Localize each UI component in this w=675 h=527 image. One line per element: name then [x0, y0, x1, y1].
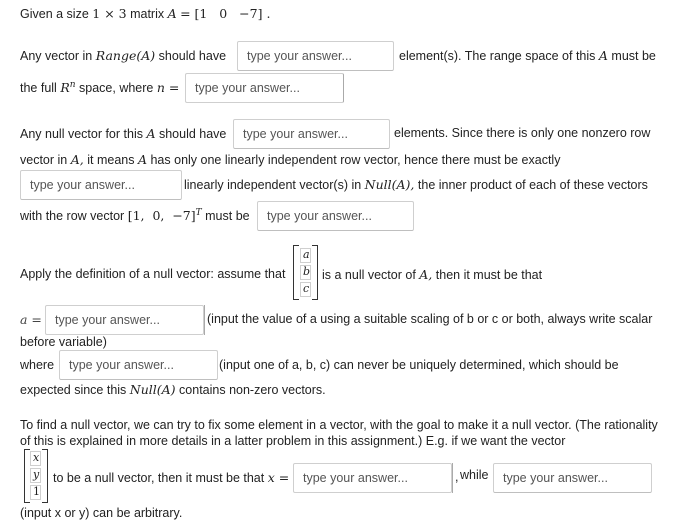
vector-element-c: c: [303, 282, 310, 295]
matrix-symbol: A: [167, 6, 177, 21]
null-text-2: [394, 126, 650, 140]
text: linearly independent vector(s) in: [184, 178, 362, 192]
text: to be a null vector, then it must be that: [53, 471, 265, 485]
range-text-3: [20, 80, 179, 95]
find-text-4: (input x or y) can be arbitrary.: [20, 506, 183, 520]
text: elements. Since there is only one nonzero row: [394, 126, 651, 140]
range-text-1: [20, 48, 226, 63]
undetermined-variable-input[interactable]: type your answer...: [59, 350, 218, 380]
text: is a null vector of: [322, 268, 416, 282]
right-bracket: [312, 245, 318, 300]
text: vector in: [20, 153, 68, 167]
a-value-input[interactable]: type your answer...: [45, 305, 204, 335]
text: must be: [205, 209, 250, 224]
x-value-input[interactable]: type your answer...: [293, 463, 452, 493]
comma: ,: [455, 470, 459, 484]
matrix-symbol: A: [146, 126, 156, 141]
inner-product-input[interactable]: type your answer...: [257, 201, 414, 231]
matrix-size: 1 × 3: [92, 6, 127, 21]
a-instruction-cont: before variable): [20, 335, 107, 349]
null-symbol: Null(A): [129, 382, 176, 397]
text: should have: [158, 49, 227, 63]
row-vector: [1, 0, −7]: [127, 208, 196, 224]
divider: [452, 463, 453, 493]
null-text-1: [20, 126, 226, 141]
n-input[interactable]: type your answer...: [185, 73, 344, 103]
matrix-value: = [1 0 −7] .: [180, 6, 271, 21]
text: the inner product of each of these vectors: [417, 178, 648, 192]
vector-element-x: x: [33, 451, 40, 464]
text: Apply the definition of a null vector: assume that: [20, 267, 286, 281]
right-bracket: [42, 449, 48, 503]
null-text-5: [20, 208, 250, 223]
range-text-2: [399, 48, 656, 63]
text: contains non-zero vectors.: [179, 383, 326, 397]
vector-element-a: a: [303, 248, 310, 261]
divider: [204, 305, 205, 335]
text: space, where: [79, 81, 154, 96]
x-equals: x =: [267, 470, 290, 485]
text: element(s). The range space of this: [399, 49, 596, 63]
text: Any null vector for this: [20, 127, 143, 141]
text: should have: [158, 127, 227, 141]
find-text-3: [53, 470, 289, 485]
text: then it must be that: [435, 268, 543, 282]
apply-text-1: [20, 267, 285, 281]
matrix-symbol: A: [137, 152, 147, 167]
problem-statement: [20, 6, 270, 21]
range-elements-input[interactable]: type your answer...: [237, 41, 394, 71]
text: has only one linearly independent row vector, hence there must be exactly: [150, 153, 561, 167]
text: matrix: [130, 7, 165, 21]
n-equals: n =: [156, 80, 180, 96]
range-symbol: Range(A): [95, 48, 156, 63]
a-instruction: (input the value of a using a suitable scaling of b or c or both, always write scalar: [207, 312, 653, 326]
rn-symbol: R: [60, 80, 70, 96]
text: the full: [20, 81, 57, 96]
arbitrary-variable-input[interactable]: type your answer...: [493, 463, 652, 493]
text: must be: [611, 49, 656, 63]
text: it means: [87, 153, 135, 167]
text: Any vector in: [20, 49, 93, 63]
matrix-symbol: A,: [419, 267, 433, 282]
left-bracket: [293, 245, 299, 300]
a-equals: a =: [20, 312, 42, 327]
find-text-2: of this is explained in more details in a latter problem in this assignment.) E.g. if we want the vector: [20, 434, 566, 448]
vector-element-y: y: [33, 468, 40, 481]
vector-element-b: b: [303, 265, 311, 278]
text: with the row vector: [20, 209, 125, 224]
vector-element-1: 1: [33, 485, 40, 498]
null-symbol: Null(A),: [364, 177, 415, 192]
find-text-1: To find a null vector, we can try to fix some element in a vector, with the goal to make it a null vector. (The rationality: [20, 418, 658, 432]
apply-text-2: [322, 267, 542, 282]
text: expected since this: [20, 383, 127, 397]
null-text-3: [20, 152, 560, 167]
while-text: while: [460, 468, 489, 482]
where-instruction: (input one of a, b, c) can never be uniquely determined, which should be: [219, 358, 619, 372]
matrix-symbol: A: [598, 48, 608, 63]
transpose-symbol: T: [195, 208, 202, 218]
rn-exponent: n: [69, 80, 76, 90]
where-text: where: [20, 358, 55, 372]
text: Given a size: [20, 7, 89, 21]
where-text-2: [20, 382, 326, 397]
independent-count-input[interactable]: type your answer...: [20, 170, 182, 200]
null-elements-input[interactable]: type your answer...: [233, 119, 390, 149]
null-text-4: [184, 177, 648, 192]
matrix-symbol: A,: [70, 152, 84, 167]
